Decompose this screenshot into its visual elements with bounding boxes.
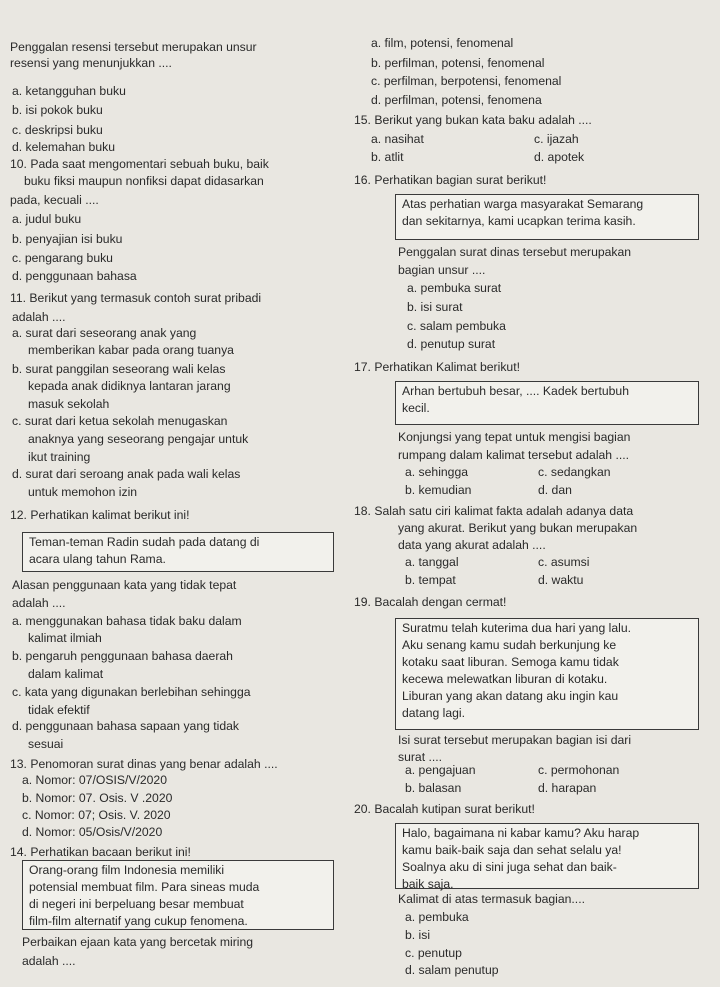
right-text-line: Penggalan surat dinas tersebut merupakan <box>398 245 632 259</box>
left-text-line: c. kata yang digunakan berlebihan sehingga <box>12 685 251 699</box>
left-text-line: tidak efektif <box>28 703 90 717</box>
box-line: Aku senang kamu sudah berkunjung ke <box>402 638 617 652</box>
right-text-line: bagian unsur .... <box>398 263 486 277</box>
left-text-line: 13. Penomoran surat dinas yang benar adalah .... <box>10 757 278 771</box>
left-text-line: memberikan kabar pada orang tuanya <box>28 343 234 357</box>
box-line: di negeri ini berpeluang besar membuat <box>29 897 244 911</box>
right-text-line: d. dan <box>538 483 572 497</box>
box-line: kamu baik-baik saja dan sehat selalu ya! <box>402 843 622 857</box>
left-text-line: adalah .... <box>22 954 76 968</box>
left-text-line: sesuai <box>28 737 64 751</box>
left-text-line: ikut training <box>28 450 91 464</box>
left-text-line: Perbaikan ejaan kata yang bercetak miring <box>22 935 254 949</box>
right-text-line: b. isi <box>405 928 431 942</box>
right-text-line: d. apotek <box>534 150 585 164</box>
left-text-line: kalimat ilmiah <box>28 631 102 645</box>
box-q17 <box>395 381 699 425</box>
left-text-line: masuk sekolah <box>28 397 110 411</box>
box-line: kecil. <box>402 401 430 415</box>
box-line: kecewa melewatkan liburan di kotaku. <box>402 672 608 686</box>
left-text-line: b. Nomor: 07. Osis. V .2020 <box>22 791 173 805</box>
left-text-line: b. pengaruh penggunaan bahasa daerah <box>12 649 233 663</box>
right-text-line: rumpang dalam kalimat tersebut adalah .... <box>398 448 630 462</box>
left-text-line: b. surat panggilan seseorang wali kelas <box>12 362 226 376</box>
left-text-line: c. surat dari ketua sekolah menugaskan <box>12 414 228 428</box>
box-line: datang lagi. <box>402 706 466 720</box>
right-text-line: yang akurat. Berikut yang bukan merupakan <box>398 521 638 535</box>
right-text-line: b. isi surat <box>407 300 463 314</box>
right-text-line: Kalimat di atas termasuk bagian.... <box>398 892 585 906</box>
box-line: kotaku saat liburan. Semoga kamu tidak <box>402 655 619 669</box>
right-text-line: c. penutup <box>405 946 462 960</box>
box-line: Teman-teman Radin sudah pada datang di <box>29 535 260 549</box>
left-text-line: 14. Perhatikan bacaan berikut ini! <box>10 845 191 859</box>
right-text-line: a. tanggal <box>405 555 459 569</box>
right-text-line: c. permohonan <box>538 763 620 777</box>
right-text-line: b. tempat <box>405 573 456 587</box>
right-text-line: c. ijazah <box>534 132 579 146</box>
box-line: potensial membuat film. Para sineas muda <box>29 880 260 894</box>
left-text-line: dalam kalimat <box>28 667 104 681</box>
left-text-line: a. surat dari seseorang anak yang <box>12 326 197 340</box>
right-text-line: a. nasihat <box>371 132 424 146</box>
right-text-line: d. waktu <box>538 573 584 587</box>
box-line: film-film alternatif yang cukup fenomena. <box>29 914 248 928</box>
left-text-line: d. penggunaan bahasa <box>12 269 137 283</box>
right-text-line: a. pengajuan <box>405 763 476 777</box>
right-text-line: 17. Perhatikan Kalimat berikut! <box>354 360 520 374</box>
left-text-line: c. Nomor: 07; Osis. V. 2020 <box>22 808 171 822</box>
right-text-line: 16. Perhatikan bagian surat berikut! <box>354 173 547 187</box>
left-text-line: adalah .... <box>12 310 66 324</box>
right-text-line: a. pembuka surat <box>407 281 502 295</box>
right-text-line: data yang akurat adalah .... <box>398 538 546 552</box>
box-line: acara ulang tahun Rama. <box>29 552 166 566</box>
box-line: baik saja. <box>402 877 454 891</box>
right-text-line: d. penutup surat <box>407 337 496 351</box>
left-text-line: 10. Pada saat mengomentari sebuah buku, baik <box>10 157 269 171</box>
box-q20 <box>395 823 699 889</box>
right-text-line: b. kemudian <box>405 483 472 497</box>
left-text-line: d. Nomor: 05/Osis/V/2020 <box>22 825 163 839</box>
right-text-line: c. asumsi <box>538 555 590 569</box>
box-line: Orang-orang film Indonesia memiliki <box>29 863 225 877</box>
box-q19 <box>395 618 699 730</box>
right-text-line: 18. Salah satu ciri kalimat fakta adalah adanya data <box>354 504 634 518</box>
left-text-line: untuk memohon izin <box>28 485 138 499</box>
right-text-line: b. perfilman, potensi, fenomenal <box>371 56 545 70</box>
box-q12 <box>22 532 334 572</box>
left-text-line: b. isi pokok buku <box>12 103 103 117</box>
right-text-line: 15. Berikut yang bukan kata baku adalah .... <box>354 113 592 127</box>
box-line: Liburan yang akan datang aku ingin kau <box>402 689 619 703</box>
right-text-line: a. film, potensi, fenomenal <box>371 36 514 50</box>
right-text-line: surat .... <box>398 750 443 764</box>
box-line: Halo, bagaimana ni kabar kamu? Aku harap <box>402 826 640 840</box>
right-text-line: d. salam penutup <box>405 963 499 977</box>
left-text-line: Penggalan resensi tersebut merupakan unsur <box>10 40 257 54</box>
left-text-line: 11. Berikut yang termasuk contoh surat pribadi <box>10 291 262 305</box>
box-q14 <box>22 860 334 930</box>
left-text-line: kepada anak didiknya lantaran jarang <box>28 379 231 393</box>
left-text-line: adalah .... <box>12 596 66 610</box>
right-text-line: 19. Bacalah dengan cermat! <box>354 595 507 609</box>
box-line: Atas perhatian warga masyarakat Semarang <box>402 197 644 211</box>
left-text-line: d. kelemahan buku <box>12 140 115 154</box>
right-text-line: d. perfilman, potensi, fenomena <box>371 93 542 107</box>
left-text-line: a. menggunakan bahasa tidak baku dalam <box>12 614 242 628</box>
left-text-line: pada, kecuali .... <box>10 193 99 207</box>
left-text-line: a. judul buku <box>12 212 82 226</box>
right-text-line: c. sedangkan <box>538 465 611 479</box>
box-q16 <box>395 194 699 240</box>
box-line: Soalnya aku di sini juga sehat dan baik- <box>402 860 617 874</box>
right-text-line: b. atlit <box>371 150 404 164</box>
right-text-line: b. balasan <box>405 781 462 795</box>
left-text-line: 12. Perhatikan kalimat berikut ini! <box>10 508 190 522</box>
left-text-line: a. ketangguhan buku <box>12 84 126 98</box>
right-text-line: a. pembuka <box>405 910 469 924</box>
right-text-line: c. perfilman, berpotensi, fenomenal <box>371 74 562 88</box>
left-text-line: d. surat dari seroang anak pada wali kelas <box>12 467 241 481</box>
left-text-line: b. penyajian isi buku <box>12 232 123 246</box>
right-text-line: c. salam pembuka <box>407 319 506 333</box>
left-text-line: c. deskripsi buku <box>12 123 103 137</box>
left-text-line: Alasan penggunaan kata yang tidak tepat <box>12 578 237 592</box>
right-text-line: a. sehingga <box>405 465 469 479</box>
right-text-line: 20. Bacalah kutipan surat berikut! <box>354 802 535 816</box>
box-line: dan sekitarnya, kami ucapkan terima kasih. <box>402 214 636 228</box>
left-text-line: anaknya yang seseorang pengajar untuk <box>28 432 249 446</box>
left-text-line: c. pengarang buku <box>12 251 113 265</box>
right-text-line: d. harapan <box>538 781 597 795</box>
right-text-line: Konjungsi yang tepat untuk mengisi bagian <box>398 430 631 444</box>
right-text-line: Isi surat tersebut merupakan bagian isi dari <box>398 733 632 747</box>
box-line: Arhan bertubuh besar, .... Kadek bertubuh <box>402 384 629 398</box>
left-text-line: a. Nomor: 07/OSIS/V/2020 <box>22 773 167 787</box>
left-text-line: d. penggunaan bahasa sapaan yang tidak <box>12 719 240 733</box>
box-line: Suratmu telah kuterima dua hari yang lalu. <box>402 621 631 635</box>
left-text-line: buku fiksi maupun nonfiksi dapat didasarkan <box>24 174 264 188</box>
left-text-line: resensi yang menunjukkan .... <box>10 56 172 70</box>
